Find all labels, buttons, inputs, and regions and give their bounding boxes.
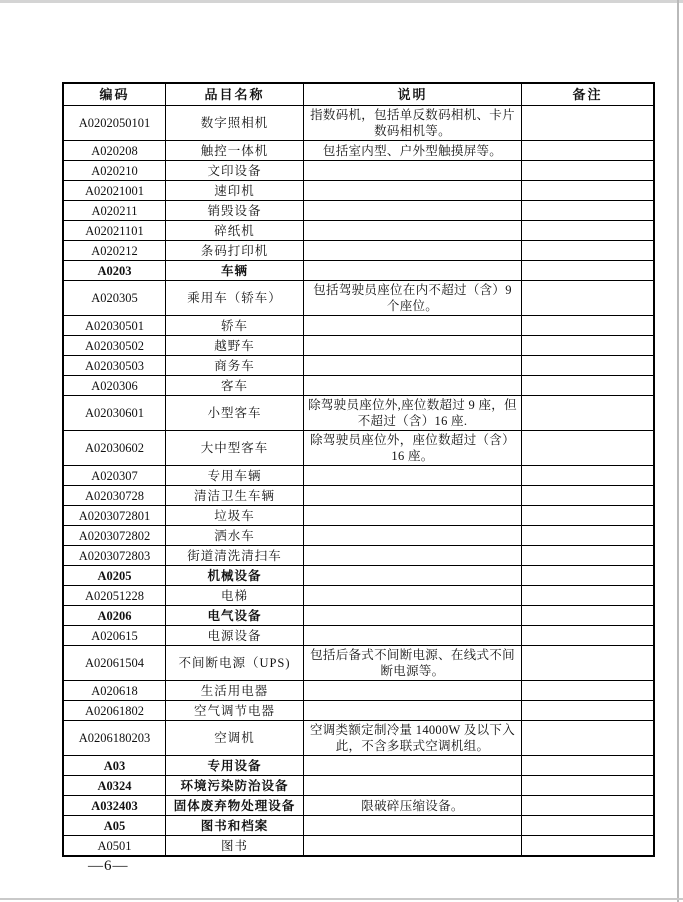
page-number: —6— bbox=[88, 858, 129, 874]
table-row bbox=[63, 486, 654, 506]
cell-note bbox=[522, 606, 655, 626]
cell-item-name: 轿车 bbox=[166, 316, 304, 336]
table-row bbox=[63, 356, 654, 376]
catalog-table bbox=[62, 82, 655, 857]
cell-desc bbox=[304, 466, 522, 486]
cell-note bbox=[522, 161, 655, 181]
cell-desc bbox=[304, 356, 522, 376]
cell-code: A02030502 bbox=[63, 336, 166, 356]
cell-note bbox=[522, 546, 655, 566]
table-row bbox=[63, 396, 654, 431]
cell-item-name: 大中型客车 bbox=[166, 431, 304, 466]
cell-note bbox=[522, 721, 655, 756]
cell-note bbox=[522, 796, 655, 816]
cell-desc bbox=[304, 546, 522, 566]
table-row bbox=[63, 776, 654, 796]
cell-desc bbox=[304, 261, 522, 281]
cell-desc bbox=[304, 201, 522, 221]
cell-note bbox=[522, 221, 655, 241]
cell-item-name: 触控一体机 bbox=[166, 141, 304, 161]
table-row bbox=[63, 201, 654, 221]
cell-code: A02030728 bbox=[63, 486, 166, 506]
cell-code: A020618 bbox=[63, 681, 166, 701]
cell-note bbox=[522, 181, 655, 201]
cell-note bbox=[522, 241, 655, 261]
cell-code: A020212 bbox=[63, 241, 166, 261]
cell-desc bbox=[304, 626, 522, 646]
cell-code: A0501 bbox=[63, 836, 166, 857]
cell-desc: 包括驾驶员座位在内不超过（含）9 个座位。 bbox=[304, 281, 522, 316]
table-row bbox=[63, 526, 654, 546]
cell-note bbox=[522, 376, 655, 396]
cell-code: A02021101 bbox=[63, 221, 166, 241]
cell-item-name: 乘用车（轿车） bbox=[166, 281, 304, 316]
page-edge-right bbox=[677, 0, 679, 902]
table-row bbox=[63, 506, 654, 526]
cell-item-name: 垃圾车 bbox=[166, 506, 304, 526]
table-row bbox=[63, 466, 654, 486]
cell-desc bbox=[304, 221, 522, 241]
cell-desc bbox=[304, 836, 522, 857]
cell-item-name: 不间断电源（UPS) bbox=[166, 646, 304, 681]
table-row bbox=[63, 281, 654, 316]
cell-item-name: 专用设备 bbox=[166, 756, 304, 776]
table-row bbox=[63, 221, 654, 241]
cell-note bbox=[522, 106, 655, 141]
cell-desc bbox=[304, 776, 522, 796]
table-row bbox=[63, 816, 654, 836]
cell-note bbox=[522, 486, 655, 506]
page-edge-top bbox=[0, 0, 683, 3]
cell-item-name: 图书和档案 bbox=[166, 816, 304, 836]
cell-note bbox=[522, 586, 655, 606]
cell-desc bbox=[304, 816, 522, 836]
cell-desc bbox=[304, 756, 522, 776]
header-note: 备注 bbox=[522, 83, 655, 106]
cell-code: A02030503 bbox=[63, 356, 166, 376]
cell-item-name: 电梯 bbox=[166, 586, 304, 606]
cell-desc bbox=[304, 486, 522, 506]
cell-desc bbox=[304, 526, 522, 546]
cell-code: A02030601 bbox=[63, 396, 166, 431]
cell-desc: 除驾驶员座位外,座位数超过 9 座，但不超过（含）16 座. bbox=[304, 396, 522, 431]
table-row bbox=[63, 261, 654, 281]
cell-item-name: 图书 bbox=[166, 836, 304, 857]
table-row bbox=[63, 141, 654, 161]
cell-item-name: 商务车 bbox=[166, 356, 304, 376]
header-code: 编码 bbox=[63, 83, 166, 106]
cell-item-name: 车辆 bbox=[166, 261, 304, 281]
cell-desc bbox=[304, 586, 522, 606]
cell-item-name: 文印设备 bbox=[166, 161, 304, 181]
table-row bbox=[63, 336, 654, 356]
cell-item-name: 街道清洗清扫车 bbox=[166, 546, 304, 566]
cell-note bbox=[522, 336, 655, 356]
cell-item-name: 空气调节电器 bbox=[166, 701, 304, 721]
cell-code: A0203072801 bbox=[63, 506, 166, 526]
cell-note bbox=[522, 836, 655, 857]
table-row bbox=[63, 181, 654, 201]
cell-note bbox=[522, 396, 655, 431]
cell-code: A020305 bbox=[63, 281, 166, 316]
table-row bbox=[63, 701, 654, 721]
cell-note bbox=[522, 626, 655, 646]
cell-code: A05 bbox=[63, 816, 166, 836]
cell-code: A020211 bbox=[63, 201, 166, 221]
cell-item-name: 专用车辆 bbox=[166, 466, 304, 486]
cell-desc: 空调类额定制冷量 14000W 及以下入此，不含多联式空调机组。 bbox=[304, 721, 522, 756]
table-row bbox=[63, 836, 654, 857]
cell-desc bbox=[304, 701, 522, 721]
table-row bbox=[63, 431, 654, 466]
cell-note bbox=[522, 201, 655, 221]
page-edge-bottom bbox=[0, 898, 683, 900]
cell-desc bbox=[304, 181, 522, 201]
cell-code: A0203072802 bbox=[63, 526, 166, 546]
cell-desc: 限破碎压缩设备。 bbox=[304, 796, 522, 816]
catalog-table-header bbox=[63, 83, 654, 106]
cell-note bbox=[522, 356, 655, 376]
cell-desc bbox=[304, 316, 522, 336]
cell-code: A03 bbox=[63, 756, 166, 776]
cell-code: A02061802 bbox=[63, 701, 166, 721]
cell-code: A02030501 bbox=[63, 316, 166, 336]
header-row bbox=[63, 83, 654, 106]
cell-desc bbox=[304, 241, 522, 261]
cell-note bbox=[522, 466, 655, 486]
cell-note bbox=[522, 816, 655, 836]
cell-item-name: 空调机 bbox=[166, 721, 304, 756]
cell-item-name: 机械设备 bbox=[166, 566, 304, 586]
cell-item-name: 清洁卫生车辆 bbox=[166, 486, 304, 506]
cell-note bbox=[522, 701, 655, 721]
cell-item-name: 小型客车 bbox=[166, 396, 304, 431]
cell-item-name: 环境污染防治设备 bbox=[166, 776, 304, 796]
cell-note bbox=[522, 566, 655, 586]
cell-desc: 指数码机，包括单反数码相机、卡片数码相机等。 bbox=[304, 106, 522, 141]
cell-item-name: 越野车 bbox=[166, 336, 304, 356]
cell-item-name: 销毁设备 bbox=[166, 201, 304, 221]
cell-note bbox=[522, 281, 655, 316]
cell-note bbox=[522, 776, 655, 796]
cell-code: A02051228 bbox=[63, 586, 166, 606]
table-row bbox=[63, 646, 654, 681]
header-item-name: 品目名称 bbox=[166, 83, 304, 106]
cell-code: A020307 bbox=[63, 466, 166, 486]
cell-code: A02021001 bbox=[63, 181, 166, 201]
cell-code: A0324 bbox=[63, 776, 166, 796]
table-row bbox=[63, 546, 654, 566]
table-row bbox=[63, 106, 654, 141]
cell-desc bbox=[304, 376, 522, 396]
cell-note bbox=[522, 681, 655, 701]
cell-item-name: 碎纸机 bbox=[166, 221, 304, 241]
table-row bbox=[63, 316, 654, 336]
cell-desc: 包括后备式不间断电源、在线式不间断电源等。 bbox=[304, 646, 522, 681]
header-desc: 说明 bbox=[304, 83, 522, 106]
cell-desc: 除驾驶员座位外，座位数超过（含）16 座。 bbox=[304, 431, 522, 466]
table-row bbox=[63, 241, 654, 261]
cell-code: A0203072803 bbox=[63, 546, 166, 566]
table-row bbox=[63, 681, 654, 701]
cell-note bbox=[522, 261, 655, 281]
table-row bbox=[63, 606, 654, 626]
cell-desc bbox=[304, 506, 522, 526]
cell-item-name: 洒水车 bbox=[166, 526, 304, 546]
catalog-table-body bbox=[63, 106, 654, 857]
table-row bbox=[63, 161, 654, 181]
cell-note bbox=[522, 526, 655, 546]
cell-code: A0203 bbox=[63, 261, 166, 281]
table-row bbox=[63, 566, 654, 586]
cell-item-name: 条码打印机 bbox=[166, 241, 304, 261]
table-row bbox=[63, 756, 654, 776]
cell-code: A0202050101 bbox=[63, 106, 166, 141]
cell-code: A0206 bbox=[63, 606, 166, 626]
cell-note bbox=[522, 141, 655, 161]
cell-code: A020210 bbox=[63, 161, 166, 181]
cell-code: A020615 bbox=[63, 626, 166, 646]
table-row bbox=[63, 721, 654, 756]
cell-desc bbox=[304, 566, 522, 586]
cell-item-name: 客车 bbox=[166, 376, 304, 396]
cell-desc bbox=[304, 336, 522, 356]
cell-item-name: 生活用电器 bbox=[166, 681, 304, 701]
table-row bbox=[63, 796, 654, 816]
cell-code: A020306 bbox=[63, 376, 166, 396]
table-row bbox=[63, 376, 654, 396]
table-row bbox=[63, 586, 654, 606]
cell-note bbox=[522, 646, 655, 681]
cell-note bbox=[522, 506, 655, 526]
cell-item-name: 电气设备 bbox=[166, 606, 304, 626]
cell-note bbox=[522, 756, 655, 776]
cell-desc bbox=[304, 606, 522, 626]
cell-desc: 包括室内型、户外型触摸屏等。 bbox=[304, 141, 522, 161]
cell-code: A020208 bbox=[63, 141, 166, 161]
cell-item-name: 数字照相机 bbox=[166, 106, 304, 141]
table-row bbox=[63, 626, 654, 646]
cell-desc bbox=[304, 161, 522, 181]
cell-item-name: 固体废弃物处理设备 bbox=[166, 796, 304, 816]
cell-item-name: 电源设备 bbox=[166, 626, 304, 646]
cell-code: A02061504 bbox=[63, 646, 166, 681]
cell-code: A0205 bbox=[63, 566, 166, 586]
cell-item-name: 速印机 bbox=[166, 181, 304, 201]
cell-note bbox=[522, 316, 655, 336]
cell-desc bbox=[304, 681, 522, 701]
cell-code: A0206180203 bbox=[63, 721, 166, 756]
cell-code: A032403 bbox=[63, 796, 166, 816]
cell-note bbox=[522, 431, 655, 466]
cell-code: A02030602 bbox=[63, 431, 166, 466]
